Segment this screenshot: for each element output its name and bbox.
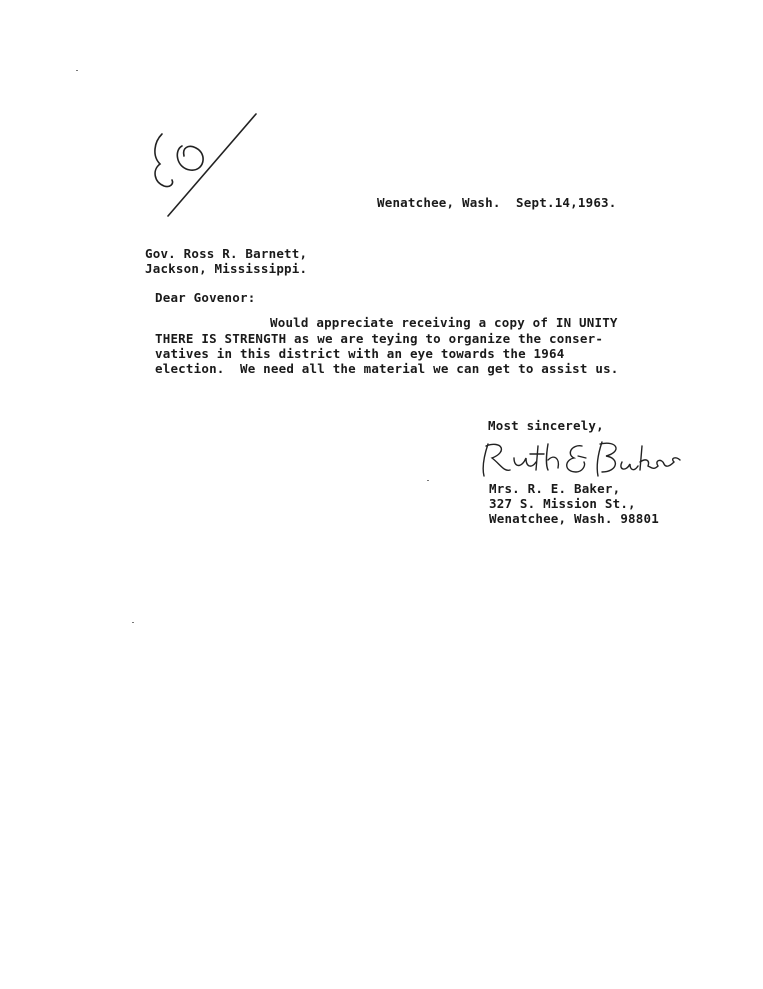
sender-street: 327 S. Mission St., xyxy=(489,496,636,511)
body-line: vatives in this district with an eye towards the 1964 xyxy=(155,346,565,361)
date-line: Wenatchee, Wash. Sept.14,1963. xyxy=(377,195,617,210)
body-line: election. We need all the material we can get to assist us. xyxy=(155,361,619,376)
recipient-city: Jackson, Mississippi. xyxy=(145,261,308,276)
top-edge-marks xyxy=(0,0,170,4)
body-line: Would appreciate receiving a copy of IN UNITY xyxy=(270,315,618,330)
handwritten-signature xyxy=(478,436,683,481)
paper-speck xyxy=(132,622,134,623)
closing: Most sincerely, xyxy=(488,418,604,433)
paper-speck xyxy=(427,480,429,481)
paper-speck xyxy=(76,70,78,71)
handwritten-annotation xyxy=(148,112,263,222)
recipient-name: Gov. Ross R. Barnett, xyxy=(145,246,308,261)
body-line: THERE IS STRENGTH as we are teying to organize the conser- xyxy=(155,331,604,346)
sender-city: Wenatchee, Wash. 98801 xyxy=(489,511,659,526)
sender-name: Mrs. R. E. Baker, xyxy=(489,481,621,496)
salutation: Dear Govenor: xyxy=(155,290,256,305)
